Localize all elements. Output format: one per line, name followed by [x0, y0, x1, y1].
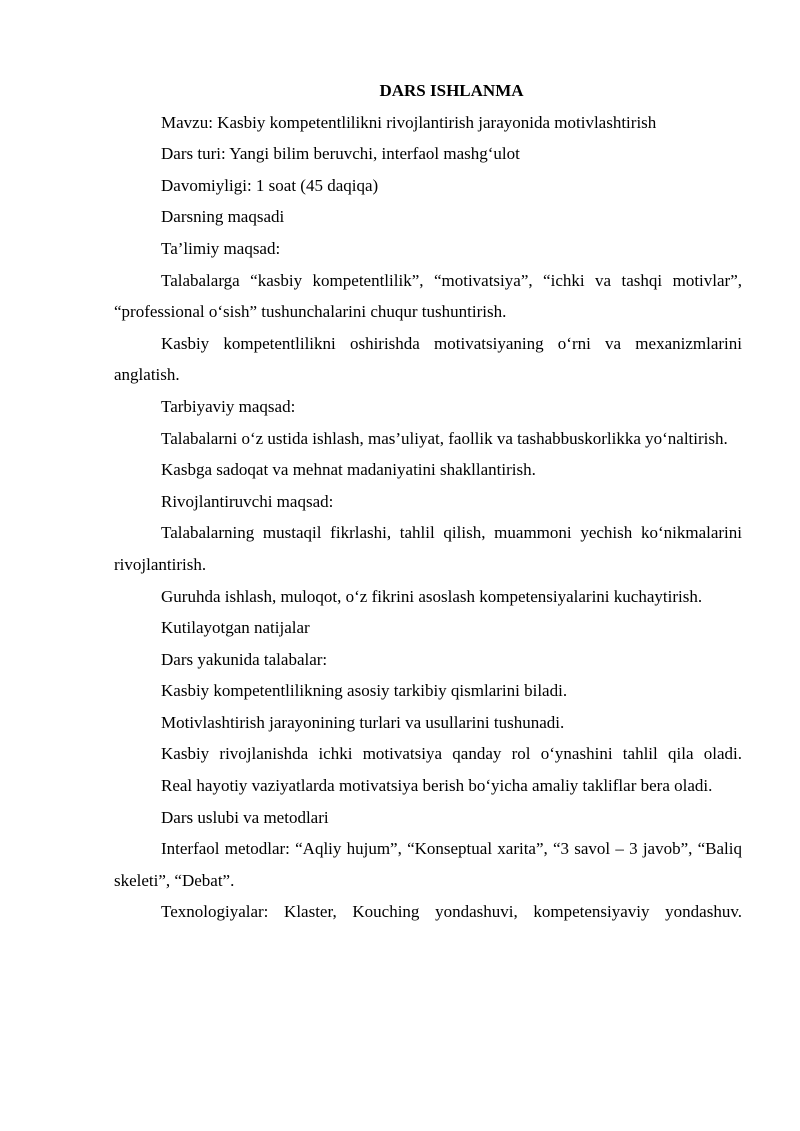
educational-goal-item-1: Talabalarga “kasbiy kompetentlilik”, “motivatsiya”, “ichki va tashqi motivlar”, “professional o‘sish” tushunchalarini chuqur tushuntirish.	[114, 270, 742, 322]
developmental-goal-heading: Rivojlantiruvchi maqsad:	[161, 491, 334, 511]
expected-result-item-2: Motivlashtirish jarayonining turlari va usullarini tushunadi.	[161, 712, 565, 732]
interactive-methods-line: Interfaol metodlar: “Aqliy hujum”, “Konseptual xarita”, “3 savol – 3 javob”, “Baliq skeleti”, “Debat”.	[114, 839, 742, 890]
lesson-goal-heading: Darsning maqsadi	[161, 207, 285, 227]
expected-result-item-3: Kasbiy rivojlanishda ichki motivatsiya qanday rol o‘ynashini tahlil qila oladi.	[161, 744, 742, 764]
upbringing-goal-heading: Tarbiyaviy maqsad:	[161, 396, 296, 416]
document-page	[114, 75, 742, 928]
developmental-goal-item-2: Guruhda ishlash, muloqot, o‘z fikrini asoslash kompetensiyalarini kuchaytirish.	[161, 586, 703, 606]
document-title: DARS ISHLANMA	[379, 81, 524, 100]
lesson-type-line: Dars turi: Yangi bilim beruvchi, interfaol mashg‘ulot	[161, 144, 520, 164]
expected-results-intro: Dars yakunida talabalar:	[161, 649, 328, 669]
duration-line: Davomiyligi: 1 soat (45 daqiqa)	[161, 175, 379, 195]
topic-line: Mavzu: Kasbiy kompetentlilikni rivojlantirish jarayonida motivlashtirish	[161, 112, 657, 132]
educational-goal-heading: Ta’limiy maqsad:	[161, 238, 281, 258]
expected-results-heading: Kutilayotgan natijalar	[161, 618, 310, 638]
upbringing-goal-item-2: Kasbga sadoqat va mehnat madaniyatini shakllantirish.	[161, 460, 536, 480]
educational-goal-item-2: Kasbiy kompetentlilikni oshirishda motivatsiyaning o‘rni va mexanizmlarini anglatish.	[114, 333, 742, 385]
upbringing-goal-item-1: Talabalarni o‘z ustida ishlash, mas’uliyat, faollik va tashabbuskorlikka yo‘naltirish.	[161, 428, 728, 448]
expected-result-item-4: Real hayotiy vaziyatlarda motivatsiya berish bo‘yicha amaliy takliflar bera oladi.	[161, 776, 713, 796]
expected-result-item-1: Kasbiy kompetentlilikning asosiy tarkibiy qismlarini biladi.	[161, 681, 568, 701]
methods-heading: Dars uslubi va metodlari	[161, 807, 329, 827]
developmental-goal-item-1: Talabalarning mustaqil fikrlashi, tahlil qilish, muammoni yechish ko‘nikmalarini rivojlantirish.	[114, 523, 742, 574]
technologies-line: Texnologiyalar: Klaster, Kouching yondashuvi, kompetensiyaviy yondashuv.	[161, 902, 742, 922]
